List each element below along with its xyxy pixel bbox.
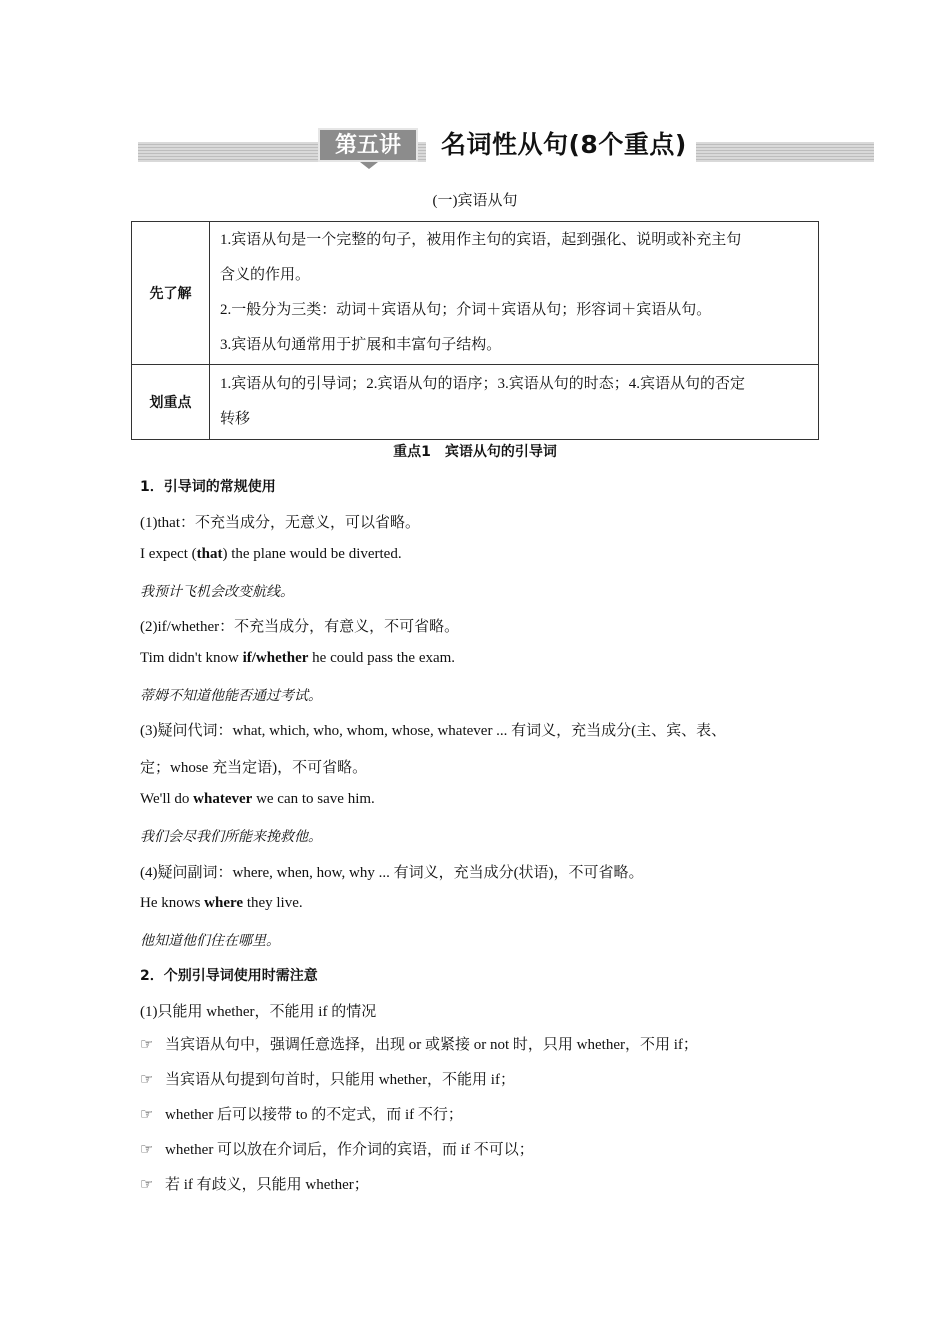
pointing-hand-icon: ☞ [140, 1105, 154, 1123]
example-sentence: He knows where they live. [140, 895, 303, 911]
section-heading: 2．个别引导词使用时需注意 [140, 968, 318, 984]
bullet-item: ☞ 当宾语从句中，强调任意选择，出现 or 或紧接 or not 时，只用 whether，不用 if； [140, 1035, 698, 1053]
rule-text: (2)if/whether：不充当成分，有意义，不可省略。 [140, 619, 460, 635]
pointing-hand-icon: ☞ [140, 1175, 154, 1193]
badge-pointer [360, 162, 378, 169]
translation: 我们会尽我们所能来挽救他。 [140, 829, 322, 845]
section-heading: 1．引导词的常规使用 [140, 479, 276, 495]
row-label-preview: 先了解 [132, 222, 210, 365]
example-sentence: Tim didn't know if/whether he could pass the exam. [140, 650, 456, 666]
translation: 蒂姆不知道他能否通过考试。 [140, 688, 322, 704]
lesson-title: 名词性从句(8个重点) [441, 130, 687, 159]
focus-title: 重点1 宾语从句的引导词 [393, 444, 557, 460]
bullet-item: ☞ 若 if 有歧义，只能用 whether； [140, 1175, 369, 1193]
rule-text: (4)疑问副词：where, when, how, why ... 有词义，充当成分(状语)，不可省略。 [140, 865, 644, 881]
rule-text: (1)只能用 whether，不能用 if 的情况 [140, 1004, 377, 1020]
pointing-hand-icon: ☞ [140, 1070, 154, 1088]
translation: 我预计飞机会改变航线。 [140, 584, 294, 600]
table-line: 转移 [220, 411, 251, 427]
rule-text: (3)疑问代词：what, which, who, whom, whose, whatever ... 有词义，充当成分(主、宾、表、 [140, 723, 727, 739]
bullet-item: ☞ whether 后可以接带 to 的不定式，而 if 不行； [140, 1105, 463, 1123]
lesson-title-bar [138, 128, 874, 168]
row-content-keypoints [210, 365, 819, 440]
table-line: 1.宾语从句的引导词；2.宾语从句的语序；3.宾语从句的时态；4.宾语从句的否定 [220, 376, 746, 392]
table-line: 2.一般分为三类：动词＋宾语从句；介词＋宾语从句；形容词＋宾语从句。 [220, 302, 712, 318]
rule-text: (1)that：不充当成分，无意义，可以省略。 [140, 515, 420, 531]
example-sentence: We'll do whatever we can to save him. [140, 791, 375, 807]
bullet-item: ☞ whether 可以放在介词后，作介词的宾语，而 if 不可以； [140, 1140, 534, 1158]
pointing-hand-icon: ☞ [140, 1035, 154, 1053]
rule-text: 定；whose 充当定语)，不可省略。 [140, 760, 368, 776]
overview-table [131, 221, 819, 440]
table-line: 1.宾语从句是一个完整的句子，被用作主句的宾语，起到强化、说明或补充主句 [220, 232, 742, 248]
table-line: 3.宾语从句通常用于扩展和丰富句子结构。 [220, 337, 502, 353]
translation: 他知道他们住在哪里。 [140, 933, 280, 949]
lesson-badge: 第五讲 [318, 128, 418, 162]
example-sentence: I expect (that) the plane would be diverted. [140, 546, 402, 562]
pointing-hand-icon: ☞ [140, 1140, 154, 1158]
row-content-preview [210, 222, 819, 365]
table-row-keypoints [132, 365, 819, 440]
table-row-preview [132, 222, 819, 365]
row-label-keypoints: 划重点 [132, 365, 210, 440]
bullet-item: ☞ 当宾语从句提到句首时，只能用 whether，不能用 if； [140, 1070, 515, 1088]
section-title: (一)宾语从句 [432, 193, 518, 209]
table-line: 含义的作用。 [220, 267, 311, 283]
